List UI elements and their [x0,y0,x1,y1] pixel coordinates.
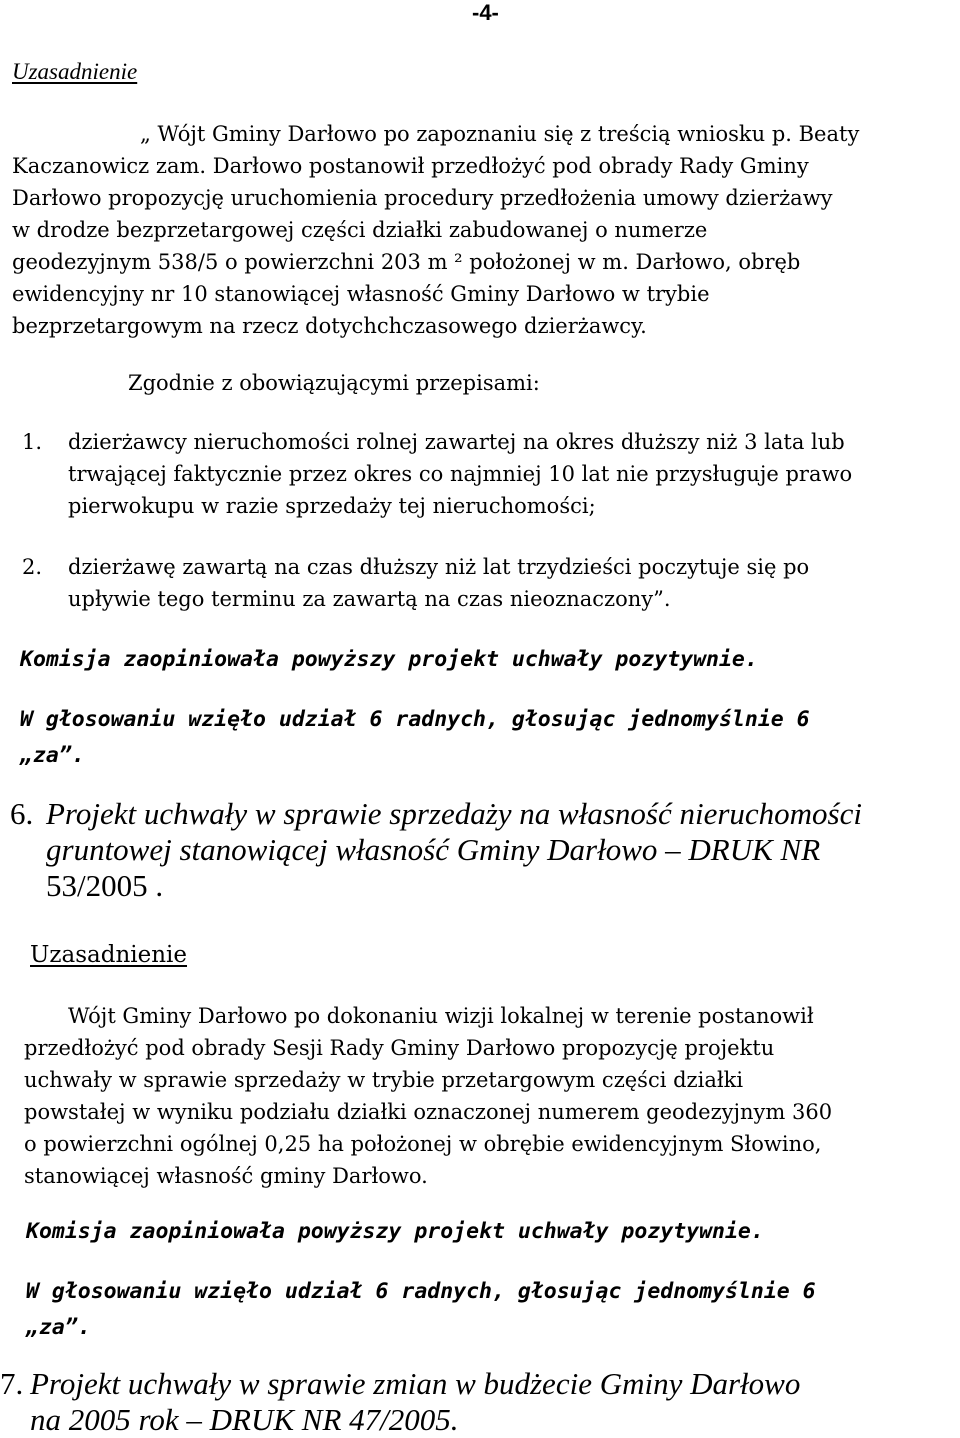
paragraph-line: bezprzetargowym na rzecz dotychchczasowego dzierżawcy. [12,314,647,338]
commission-opinion: Komisja zaopiniowała powyższy projekt uchwały pozytywnie. [26,1219,764,1244]
agenda-title-line: Projekt uchwały w sprawie sprzedaży na własność nieruchomości [46,796,862,831]
agenda-item-number: 7. [0,1366,24,1401]
vote-line: „za”. [26,1315,91,1340]
law-intro: Zgodnie z obowiązującymi przepisami: [128,371,540,395]
paragraph-line: powstałej w wyniku podziału działki oznaczonej numerem geodezyjnym 360 [24,1100,833,1124]
paragraph-line: geodezyjnym 538/5 o powierzchni 203 m ² położonej w m. Darłowo, obręb [12,250,801,274]
agenda-title-line: na 2005 rok – DRUK NR 47/2005. [30,1402,459,1437]
page-number: -4- [472,0,499,25]
paragraph-line: „ Wójt Gminy Darłowo po zapoznaniu się z treścią wniosku p. Beaty [140,122,860,146]
vote-line: „za”. [20,743,85,768]
agenda-item-number: 6. [10,796,34,831]
justification-paragraph [12,118,859,342]
agenda-item-title [46,796,862,904]
law-item-line: trwającej faktycznie przez okres co najmniej 10 lat nie przysługuje prawo [68,462,853,486]
law-item-line: dzierżawcy nieruchomości rolnej zawartej na okres dłuższy niż 3 lata lub [68,430,845,454]
paragraph-line: uchwały w sprawie sprzedaży w trybie przetargowym części działki [24,1068,744,1092]
justification-paragraph [24,1000,832,1192]
law-item [68,426,852,522]
section-label-uzasadnienie: Uzasadnienie [12,59,138,84]
paragraph-line: w drodze bezprzetargowej części działki zabudowanej o numerze [12,218,708,242]
vote-result [20,702,810,774]
paragraph-line: stanowiącej własność gminy Darłowo. [24,1164,428,1188]
agenda-title-line: gruntowej stanowiącej własność Gminy Darłowo – DRUK NR [46,832,821,867]
paragraph-line: ewidencyjny nr 10 stanowiącej własność Gminy Darłowo w trybie [12,282,710,306]
law-item-number: 2. [22,555,43,579]
agenda-item-title [30,1366,800,1438]
paragraph-line: Darłowo propozycję uruchomienia procedury przedłożenia umowy dzierżawy [12,186,833,210]
paragraph-line: Wójt Gminy Darłowo po dokonaniu wizji lokalnej w terenie postanowił [68,1004,814,1028]
paragraph-line: Kaczanowicz zam. Darłowo postanowił przedłożyć pod obrady Rady Gminy [12,154,809,178]
vote-line: W głosowaniu wzięło udział 6 radnych, głosując jednomyślnie 6 [26,1279,816,1304]
vote-line: W głosowaniu wzięło udział 6 radnych, głosując jednomyślnie 6 [20,707,810,732]
commission-opinion: Komisja zaopiniowała powyższy projekt uchwały pozytywnie. [20,647,758,672]
law-item-line: pierwokupu w razie sprzedaży tej nieruchomości; [68,494,596,518]
paragraph-line: o powierzchni ogólnej 0,25 ha położonej w obrębie ewidencyjnym Słowino, [24,1132,822,1156]
law-item-line: upływie tego terminu za zawartą na czas nieoznaczony”. [68,587,671,611]
section-label-uzasadnienie: Uzasadnienie [30,942,188,968]
paragraph-line: przedłożyć pod obrady Sesji Rady Gminy Darłowo propozycję projektu [24,1036,775,1060]
law-item-number: 1. [22,430,43,454]
agenda-title-line: Projekt uchwały w sprawie zmian w budżecie Gminy Darłowo [30,1366,801,1401]
law-item-line: dzierżawę zawartą na czas dłuższy niż lat trzydzieści poczytuje się po [68,555,810,579]
agenda-title-line: 53/2005 . [46,868,164,903]
vote-result [26,1274,816,1346]
law-item [68,551,809,615]
